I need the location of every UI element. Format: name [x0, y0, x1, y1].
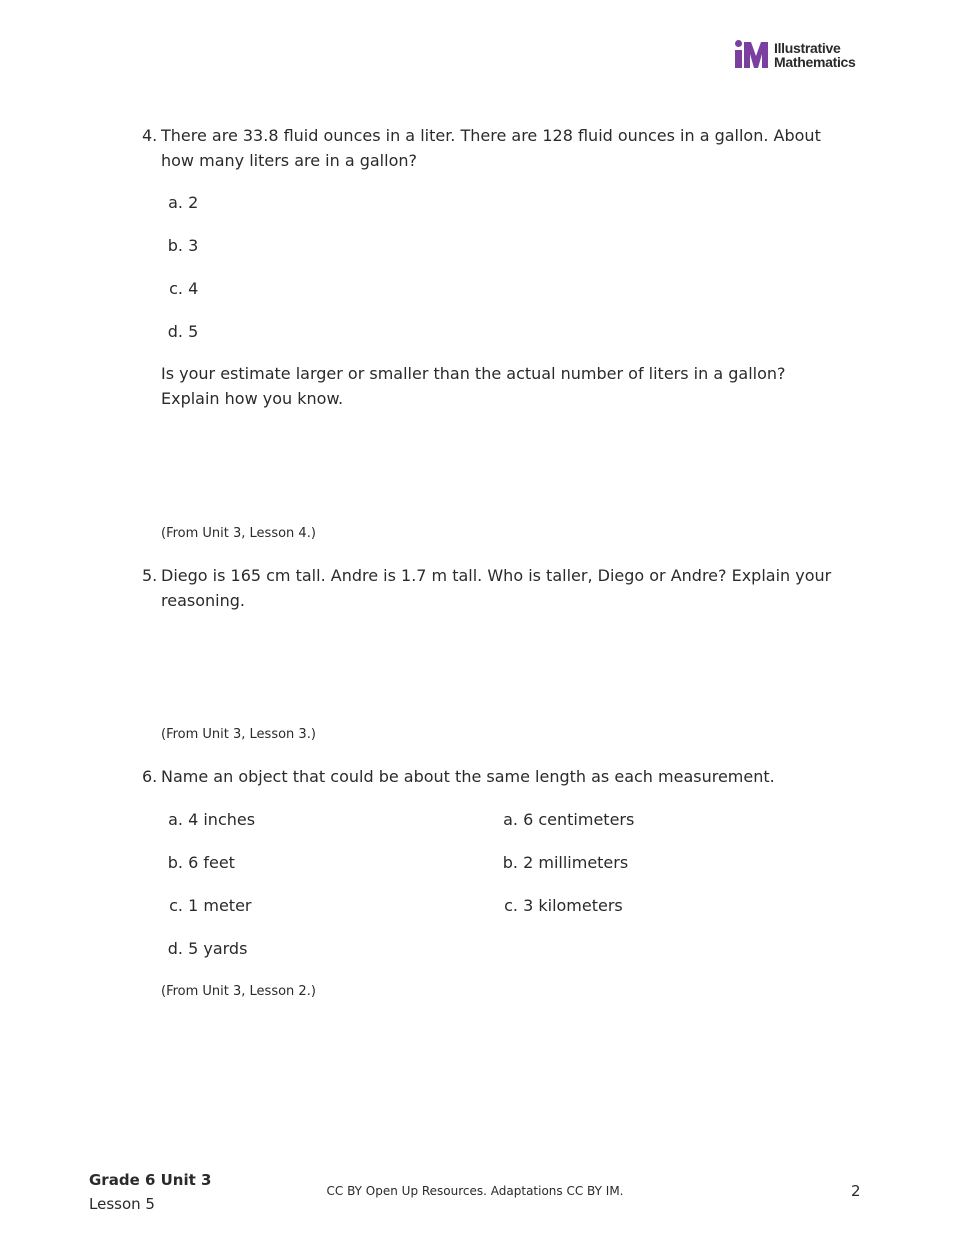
page-number: 2: [851, 1182, 861, 1200]
logo-line-2: Mathematics: [774, 54, 856, 70]
footer-lesson: Lesson 5: [89, 1195, 155, 1213]
question-text: Name an object that could be about the same length as each measurement.: [161, 767, 775, 786]
question-6: [142, 765, 842, 790]
option-right-b: b. 2 millimeters: [502, 853, 629, 872]
source-note: (From Unit 3, Lesson 3.): [161, 727, 316, 742]
option-left-d: d. 5 yards: [167, 939, 248, 958]
question-text: There are 33.8 fluid ounces in a liter. There are 128 fluid ounces in a gallon. About how many liters are in a gallon?: [161, 126, 821, 170]
question-number: 4.: [142, 126, 158, 145]
followup-question: Is your estimate larger or smaller than the actual number of liters in a gallon? Explain how you know.: [161, 364, 786, 408]
option-right-c: c. 3 kilometers: [504, 896, 623, 915]
question-number: 6.: [142, 767, 158, 786]
logo-text: [774, 41, 856, 69]
question-4: [142, 124, 842, 173]
illustrative-mathematics-logo: [734, 40, 856, 70]
option-b: b. 3: [167, 236, 199, 255]
im-logo-icon: [734, 40, 768, 70]
option-c: c. 4: [169, 279, 199, 298]
option-d: d. 5: [167, 322, 199, 341]
question-number: 5.: [142, 566, 158, 585]
option-a: a. 2: [168, 193, 199, 212]
option-right-a: a. 6 centimeters: [503, 810, 635, 829]
footer-grade: Grade 6 Unit 3: [89, 1171, 212, 1189]
option-left-b: b. 6 feet: [167, 853, 235, 872]
question-text: Diego is 165 cm tall. Andre is 1.7 m tall. Who is taller, Diego or Andre? Explain your reasoning.: [161, 566, 832, 610]
question-5: [142, 564, 842, 613]
option-left-c: c. 1 meter: [169, 896, 252, 915]
footer-license: CC BY Open Up Resources. Adaptations CC BY IM.: [326, 1184, 624, 1198]
source-note: (From Unit 3, Lesson 4.): [161, 526, 316, 541]
option-left-a: a. 4 inches: [168, 810, 256, 829]
source-note: (From Unit 3, Lesson 2.): [161, 984, 316, 999]
logo-line-1: Illustrative: [774, 40, 841, 56]
